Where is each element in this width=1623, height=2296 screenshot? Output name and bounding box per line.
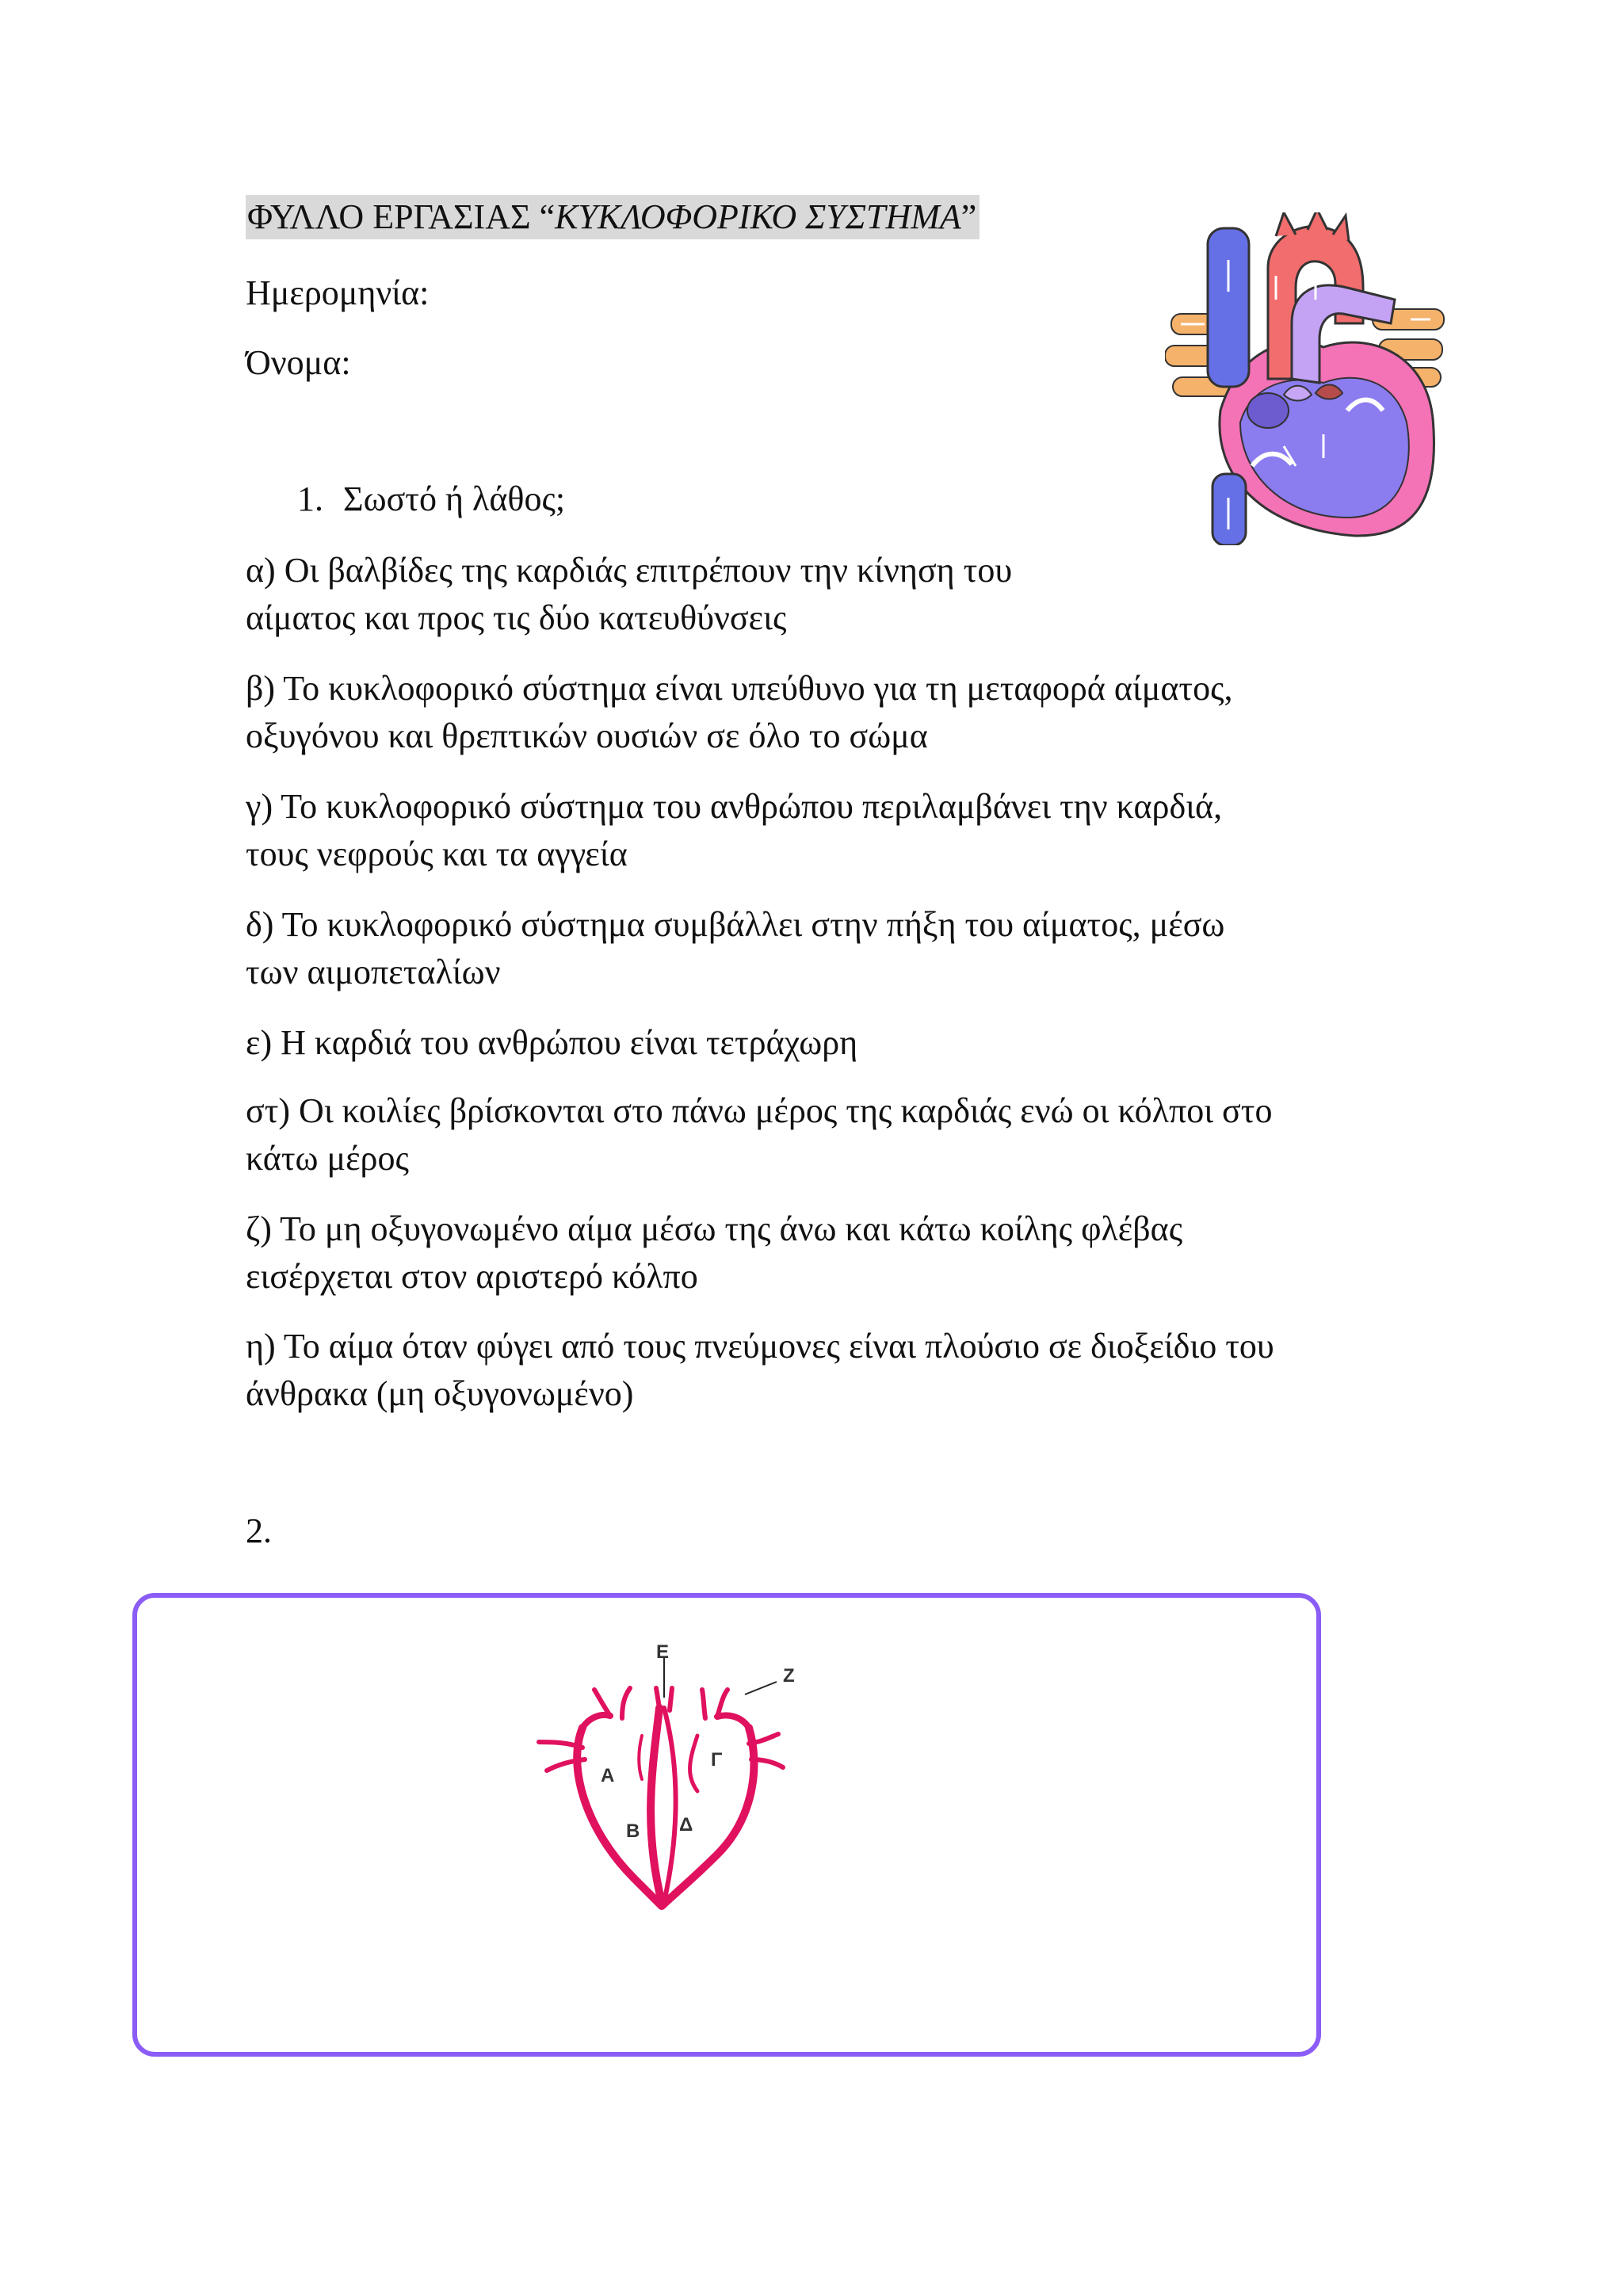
- question-1-number: 1.: [297, 479, 323, 518]
- title-topic: ΚΥΚΛΟΦΟΡΙΚΟ ΣΥΣΤΗΜΑ: [555, 197, 961, 236]
- question-1-title: Σωστό ή λάθος;: [343, 479, 566, 518]
- question-1-heading: [297, 477, 565, 521]
- worksheet-title: [246, 195, 980, 239]
- statement-e: [246, 1019, 1403, 1067]
- statement-line: τους νεφρούς και τα αγγεία: [246, 835, 628, 873]
- label-z: Ζ: [783, 1665, 795, 1687]
- statement-st: [246, 1087, 1403, 1182]
- statement-line: ζ) Το μη οξυγονωμένο αίμα μέσω της άνω και κάτω κοίλης φλέβας: [246, 1209, 1183, 1248]
- statement-line: γ) Το κυκλοφορικό σύστημα του ανθρώπου περιλαμβάνει την καρδιά,: [246, 787, 1223, 826]
- statement-line: των αιμοπεταλίων: [246, 953, 501, 991]
- heart-sketch-outline: [539, 1688, 783, 1906]
- statement-d: [246, 901, 1403, 996]
- label-a: Α: [601, 1765, 615, 1786]
- statement-b: [246, 665, 1403, 760]
- title-prefix: ΦΥΛΛΟ ΕΡΓΑΣΙΑΣ “: [247, 197, 556, 236]
- statement-h: [246, 1323, 1403, 1418]
- date-label: Ημερομηνία:: [246, 273, 430, 312]
- statement-line: οξυγόνου και θρεπτικών ουσιών σε όλο το σώμα: [246, 716, 928, 755]
- statement-line: β) Το κυκλοφορικό σύστημα είναι υπεύθυνο για τη μεταφορά αίματος,: [246, 669, 1233, 708]
- statement-g: [246, 783, 1403, 878]
- statement-line: αίματος και προς τις δύο κατευθύνσεις: [246, 598, 787, 637]
- statement-line: κάτω μέρος: [246, 1139, 409, 1178]
- statement-line: στ) Οι κοιλίες βρίσκονται στο πάνω μέρος της καρδιάς ενώ οι κόλποι στο: [246, 1091, 1273, 1130]
- heart-anatomy-illustration: [1165, 212, 1450, 545]
- question-2-number: 2.: [246, 1511, 272, 1550]
- statement-line: εισέρχεται στον αριστερό κόλπο: [246, 1257, 698, 1296]
- superior-vena-cava: [1208, 228, 1249, 387]
- label-b: Β: [626, 1820, 640, 1842]
- statement-line: ε) Η καρδιά του ανθρώπου είναι τετράχωρη: [246, 1023, 858, 1062]
- statement-line: α) Οι βαλβίδες της καρδιάς επιτρέπουν την κίνηση του: [246, 551, 1013, 590]
- statement-z: [246, 1205, 1403, 1301]
- label-e: Ε: [656, 1641, 670, 1663]
- title-suffix: ”: [960, 197, 977, 236]
- statement-line: η) Το αίμα όταν φύγει από τους πνεύμονες είναι πλούσιο σε διοξείδιο του: [246, 1327, 1274, 1366]
- vena-cava-opening: [1247, 393, 1289, 428]
- statement-a: [246, 547, 1403, 642]
- label-g: Γ: [711, 1749, 723, 1771]
- pointer-line-z: [745, 1682, 777, 1694]
- heart-sketch-diagram: [523, 1641, 872, 1910]
- statement-line: άνθρακα (μη οξυγονωμένο): [246, 1374, 634, 1413]
- statement-line: δ) Το κυκλοφορικό σύστημα συμβάλλει στην πήξη του αίματος, μέσω: [246, 905, 1225, 944]
- name-label: Όνομα:: [246, 343, 351, 382]
- label-d: Δ: [679, 1814, 693, 1836]
